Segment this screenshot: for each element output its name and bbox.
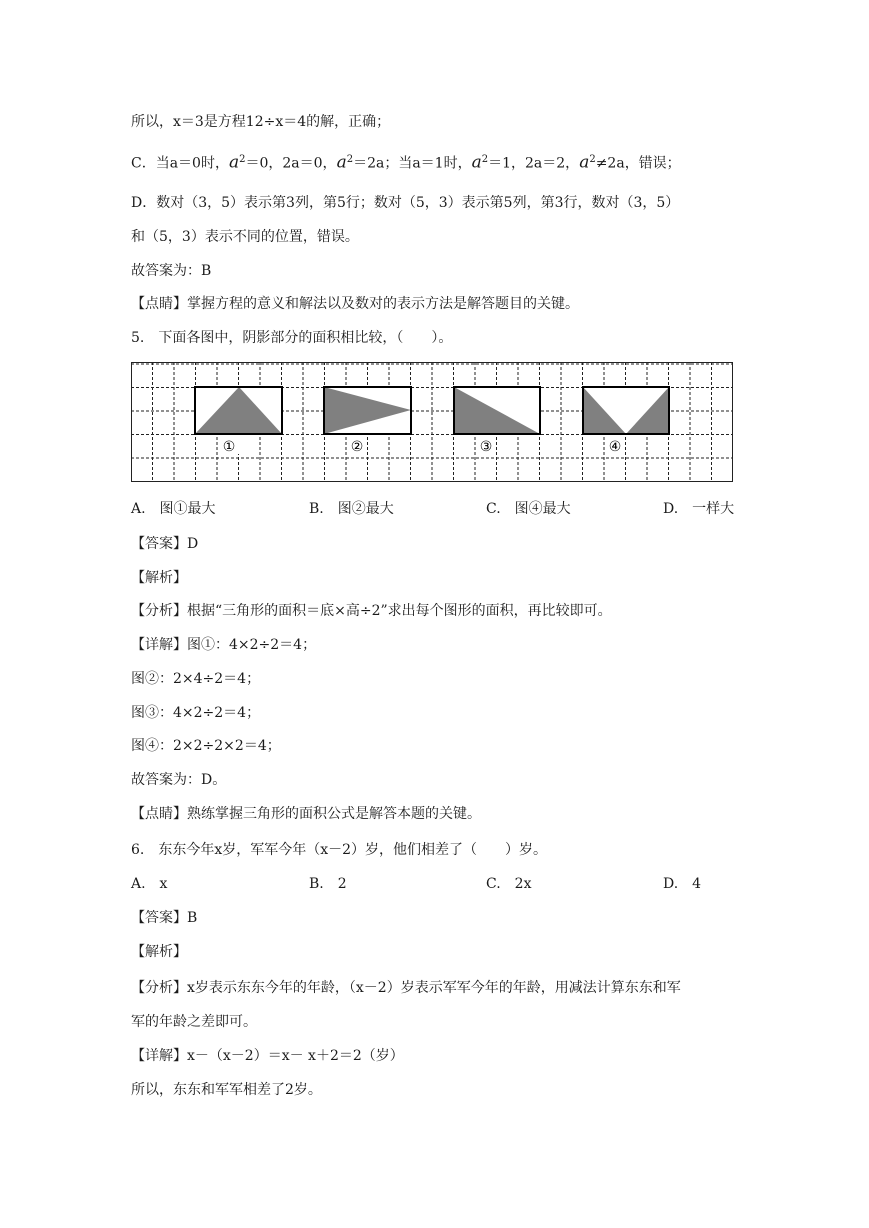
text-line: 故答案为：D。 xyxy=(131,772,227,788)
text-line: 军的年龄之差即可。 xyxy=(131,1014,257,1030)
q6-option-a: A. x xyxy=(131,876,168,892)
q6-xiangjie: 【详解】x－（x－2）＝x－ x＋2＝2（岁） xyxy=(131,1048,404,1064)
q5-option-c: C. 图④最大 xyxy=(486,501,571,517)
text-line: 和（5，3）表示不同的位置，错误。 xyxy=(131,229,359,245)
q5-jiexi: 【解析】 xyxy=(131,570,187,586)
figure-label-3: ③ xyxy=(479,439,493,455)
question-5: 5. 下面各图中，阴影部分的面积相比较，（ ）。 xyxy=(131,330,453,346)
q6-answer: 【答案】B xyxy=(131,910,198,926)
question-6: 6. 东东今年x岁，军军今年（x－2）岁，他们相差了（ ）岁。 xyxy=(131,842,548,858)
q5-option-b: B. 图②最大 xyxy=(309,501,394,517)
text-line: 所以，x＝3是方程12÷x＝4的解，正确； xyxy=(131,114,391,130)
q5-fenxi: 【分析】根据“三角形的面积＝底×高÷2”求出每个图形的面积，再比较即可。 xyxy=(131,603,612,619)
q6-jiexi: 【解析】 xyxy=(131,944,187,960)
text-line: D．数对（3，5）表示第3列，第5行；数对（5，3）表示第5列，第3行，数对（3，5） xyxy=(131,195,680,211)
q5-xiangjie: 【详解】图①：4×2÷2＝4； xyxy=(131,637,317,653)
text-line: 故答案为：B xyxy=(131,263,212,279)
q6-option-b: B. 2 xyxy=(309,876,347,892)
q5-answer: 【答案】D xyxy=(131,536,199,552)
text-line: 图③：4×2÷2＝4； xyxy=(131,705,261,721)
q5-dianjing: 【点睛】熟练掌握三角形的面积公式是解答本题的关键。 xyxy=(131,806,481,822)
text-line: 所以，东东和军军相差了2岁。 xyxy=(131,1082,322,1098)
q6-option-c: C. 2x xyxy=(486,876,532,892)
figure-label-4: ④ xyxy=(608,439,622,455)
text-line: 【点睛】掌握方程的意义和解法以及数对的表示方法是解答题目的关键。 xyxy=(131,296,579,312)
q6-fenxi: 【分析】x岁表示东东今年的年龄，（x－2）岁表示军军今年的年龄，用减法计算东东和军 xyxy=(131,980,681,996)
q5-option-d: D. 一样大 xyxy=(663,501,735,517)
grid-figure xyxy=(131,362,733,482)
q6-option-d: D. 4 xyxy=(663,876,702,892)
figure-label-1: ① xyxy=(222,439,236,455)
text-line-c: C．当a＝0时，$a^2=0$，2a＝0，$a^2=2a$；当a＝1时，$a^2=1$，2a＝2，$a^2\ne 2a$，错误； xyxy=(131,152,681,173)
text-line: 图④：2×2÷2×2＝4； xyxy=(131,738,281,754)
q5-option-a: A. 图①最大 xyxy=(131,501,216,517)
text-line: 图②：2×4÷2＝4； xyxy=(131,671,261,687)
figure-label-2: ② xyxy=(350,439,364,455)
